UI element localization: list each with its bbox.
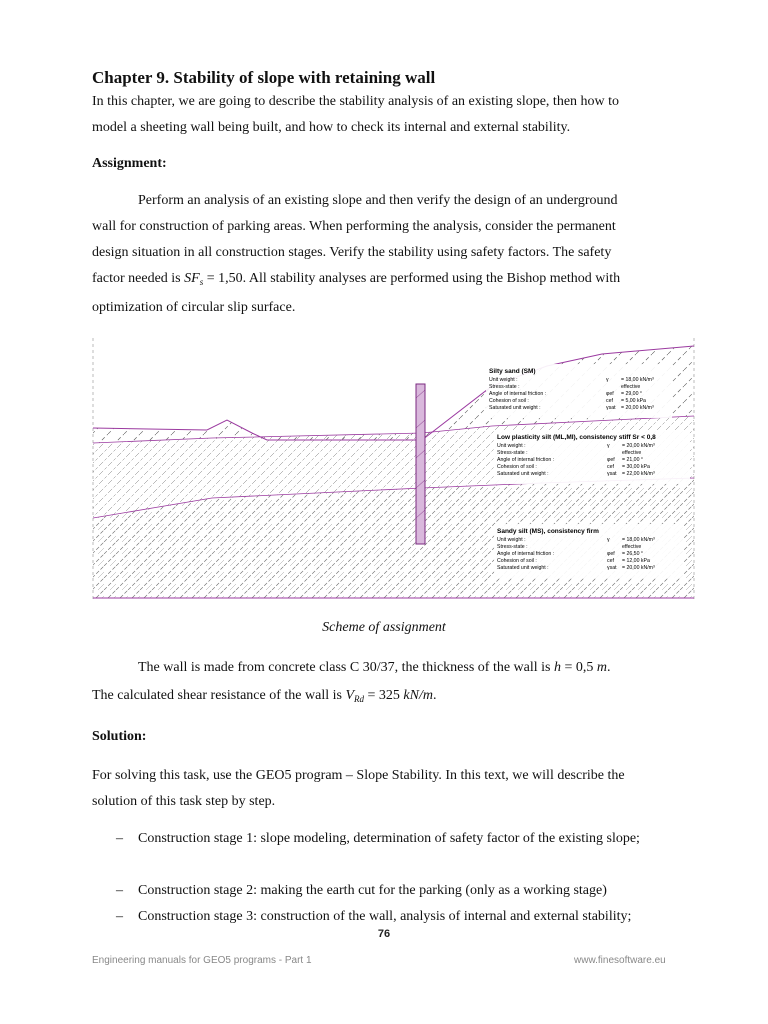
soil-prop-label: Saturated unit weight :	[497, 565, 549, 571]
text-fragment: factor needed is	[92, 271, 185, 286]
soil-prop-value: = 29,00 °	[621, 391, 642, 397]
soil-prop-symbol: γsat	[607, 565, 617, 571]
soil-prop-label: Angle of internal friction :	[489, 391, 547, 397]
bullet-dash: –	[116, 883, 123, 898]
soil-prop-label: Angle of internal friction :	[497, 457, 555, 463]
thickness-unit: m	[596, 660, 608, 675]
text-fragment: .	[607, 660, 611, 675]
shear-resistance-symbol	[345, 688, 364, 703]
page-number: 76	[377, 928, 391, 940]
wall-line	[92, 654, 692, 682]
assignment-line: design situation in all construction stages. Verify the stability using safety factors. The safety	[92, 245, 612, 260]
assignment-line: optimization of circular slip surface.	[92, 300, 296, 315]
soil-prop-label: Cohesion of soil :	[497, 558, 537, 564]
bullet-dash: –	[116, 831, 123, 846]
text-fragment: The calculated shear resistance of the wall is	[92, 688, 346, 703]
assignment-line	[92, 266, 692, 295]
bullet-text: Construction stage 2: making the earth cut for the parking (only as a working stage)	[138, 883, 607, 898]
soil-prop-label: Stress-state :	[497, 450, 528, 456]
wall-paragraph	[92, 654, 692, 713]
soil-prop-symbol: cef	[607, 464, 614, 470]
soil-prop-symbol: φef	[607, 551, 615, 557]
slope-scheme-figure	[92, 338, 695, 600]
intro-line: model a sheeting wall being built, and how to check its internal and external stability.	[92, 120, 571, 135]
soil-prop-value: = 26,50 °	[622, 551, 643, 557]
text-fragment: . All stability analyses are performed using the Bishop method with	[242, 271, 621, 286]
soil-prop-value: = 5,00 kPa	[621, 398, 646, 404]
soil-prop-symbol: cef	[606, 398, 613, 404]
soil-prop-value: effective	[622, 544, 642, 550]
bullet-text: Construction stage 1: slope modeling, determination of safety factor of the existing slope;	[138, 831, 640, 846]
thickness-symbol: h	[554, 660, 562, 675]
soil-prop-label: Cohesion of soil :	[497, 464, 537, 470]
soil-prop-value: = 18,00 kN/m³	[621, 377, 654, 383]
thickness-value: = 0,5	[561, 660, 597, 675]
figure-caption: Scheme of assignment	[322, 620, 446, 635]
list-item	[116, 904, 716, 930]
soil-name: Sandy silt (MS), consistency firm	[497, 528, 599, 535]
soil-prop-label: Angle of internal friction :	[497, 551, 555, 557]
wall-line	[92, 682, 692, 713]
solution-paragraph	[92, 763, 692, 815]
soil-prop-value: = 30,00 kPa	[622, 464, 650, 470]
retaining-wall	[416, 384, 425, 544]
text-fragment: .	[432, 688, 437, 703]
soil-prop-value: effective	[622, 450, 642, 456]
soil-prop-label: Stress-state :	[497, 544, 528, 550]
safety-factor-value: = 1,50	[203, 271, 243, 286]
soil-prop-value: = 20,00 kN/m³	[622, 565, 655, 571]
v-subscript: Rd	[354, 694, 365, 704]
bullet-text: Construction stage 3: construction of the wall, analysis of internal and external stability;	[138, 909, 632, 924]
assignment-line: Perform an analysis of an existing slope and then verify the design of an underground	[138, 193, 618, 208]
v-symbol: V	[345, 688, 355, 703]
soil-prop-label: Stress-state :	[489, 384, 520, 390]
soil-prop-label: Saturated unit weight :	[497, 471, 549, 477]
soil-prop-label: Cohesion of soil :	[489, 398, 529, 404]
solution-heading: Solution:	[92, 729, 147, 744]
soil-name: Low plasticity silt (ML,MI), consistency stiff Sr < 0,8	[497, 434, 656, 441]
soil-prop-value: = 20,00 kN/m³	[622, 443, 655, 449]
soil-prop-label: Unit weight :	[497, 537, 526, 543]
shear-resistance-unit: kN/m	[403, 688, 433, 703]
soil-legend-silty-sand	[486, 364, 672, 418]
soil-prop-value: = 21,00 °	[622, 457, 643, 463]
soil-prop-label: Saturated unit weight :	[489, 405, 541, 411]
sf-symbol: SF	[184, 271, 200, 286]
soil-prop-symbol: γ	[606, 377, 609, 383]
solution-line: solution of this task step by step.	[92, 794, 276, 809]
soil-prop-value: effective	[621, 384, 641, 390]
safety-factor-symbol	[184, 271, 203, 286]
assignment-heading: Assignment:	[92, 156, 167, 171]
intro-paragraph	[92, 89, 692, 141]
text-fragment: The wall is made from concrete class C 30/37, the thickness of the wall is	[138, 660, 555, 675]
soil-prop-symbol: γ	[607, 443, 610, 449]
shear-resistance-value: = 325	[364, 688, 404, 703]
soil-prop-symbol: φef	[607, 457, 615, 463]
soil-prop-symbol: γsat	[607, 471, 617, 477]
assignment-paragraph	[92, 188, 692, 321]
list-item	[116, 826, 706, 852]
footer-left: Engineering manuals for GEO5 programs - Part 1	[92, 955, 312, 966]
soil-prop-symbol: γsat	[606, 405, 616, 411]
chapter-title: Chapter 9. Stability of slope with retaining wall	[92, 68, 436, 87]
soil-prop-label: Unit weight :	[489, 377, 518, 383]
soil-prop-value: = 22,00 kN/m³	[622, 471, 655, 477]
sf-subscript: s	[199, 277, 204, 287]
solution-line: For solving this task, use the GEO5 program – Slope Stability. In this text, we will describe the	[92, 768, 625, 783]
assignment-line: wall for construction of parking areas. When performing the analysis, consider the permanent	[92, 219, 616, 234]
bullet-dash: –	[116, 909, 123, 924]
soil-prop-symbol: γ	[607, 537, 610, 543]
soil-prop-value: = 20,00 kN/m³	[621, 405, 654, 411]
soil-name: Silty sand (SM)	[489, 368, 536, 375]
soil-prop-label: Unit weight :	[497, 443, 526, 449]
soil-prop-symbol: φef	[606, 391, 614, 397]
list-item	[116, 878, 706, 904]
footer-right: www.finesoftware.eu	[574, 955, 666, 966]
soil-legend-low-plasticity-silt	[494, 430, 690, 484]
soil-prop-symbol: cef	[607, 558, 614, 564]
soil-prop-value: = 18,00 kN/m³	[622, 537, 655, 543]
soil-legend-sandy-silt	[494, 524, 684, 578]
intro-line: In this chapter, we are going to describe the stability analysis of an existing slope, then how to	[92, 94, 620, 109]
soil-prop-value: = 12,00 kPa	[622, 558, 650, 564]
